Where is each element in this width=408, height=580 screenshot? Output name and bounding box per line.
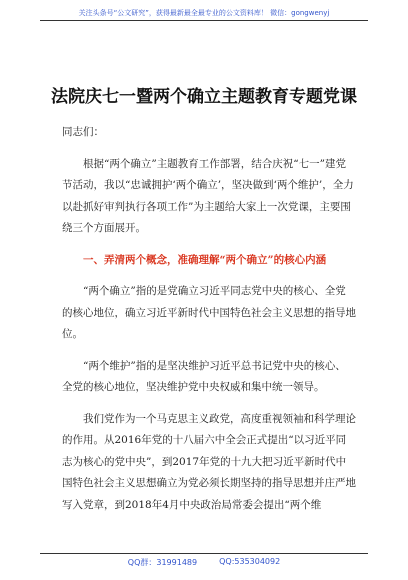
page-footer [40, 553, 368, 568]
paragraph-two-establishments: “两个确立”指的是党确立习近平同志党中央的核心、全党的核心地位，确立习近平新时代中国特色社会主义思想的指导地位。 [62, 285, 356, 340]
document-title: 法院庆七一暨两个确立主题教育专题党课 [51, 87, 357, 107]
qq-number: QQ:535304092 [219, 557, 281, 566]
paragraph-intro: 根据“两个确立”主题教育工作部署，结合庆祝“七一”建党节活动，我以“忠诚拥护‘两个确立’，坚决做到‘两个维护’，全力以赴抓好审判执行各项工作”为主题给大家上一次党课，主要围绕三个方面展开。 [62, 157, 354, 234]
paragraph-history: 我们党作为一个马克思主义政党，高度重视领袖和科学理论的作用。从2016年党的十八届六中全会正式提出“以习近平同志为核心的党中央”，到2017年党的十九大把习近平新时代中国特色社会主义思想确立为党必须长期坚持的指导思想并庄严地写入党章，到2018年4月中央政治局常委会提出“两个维 [62, 412, 356, 511]
section-heading-1: 一、弄清两个概念，准确理解“两个确立”的核心内涵 [83, 253, 327, 266]
page-header-banner: 关注头条号“公文研究”，获得最新最全最专业的公文资料库！ 微信：gongwenyj [40, 8, 368, 21]
document-body [62, 122, 356, 526]
qq-group-number: QQ群：31991489 [127, 558, 198, 567]
paragraph-two-safeguards: “两个维护”指的是坚决维护习近平总书记党中央的核心、全党的核心地位，坚决维护党中央权威和集中统一领导。 [62, 359, 346, 393]
salutation: 同志们： [62, 126, 104, 138]
